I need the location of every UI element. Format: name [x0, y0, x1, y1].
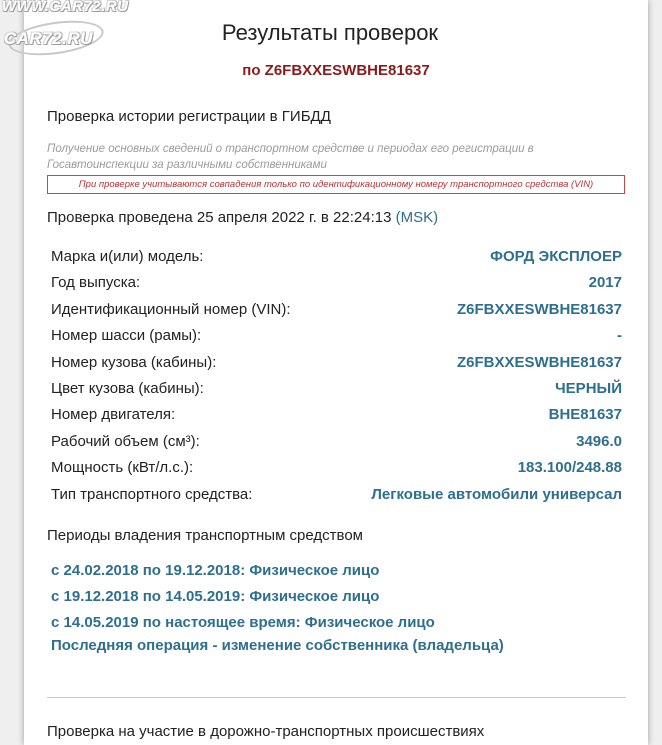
vehicle-row-year — [51, 274, 622, 298]
row-value: 183.100/248.88 — [517, 459, 622, 476]
vehicle-row-engine-number — [51, 406, 622, 430]
row-value: BHE81637 — [548, 406, 622, 423]
vehicle-row-displacement — [51, 433, 622, 457]
row-label: Тип транспортного средства: — [51, 486, 253, 503]
vehicle-row-type — [51, 486, 622, 510]
watermark-url: WWW.CAR72.RU — [2, 0, 129, 15]
row-value: 2017 — [588, 274, 622, 291]
registration-description: Получение основных сведений о транспортном средстве и периодах его регистрации в Госавтоинспекции за различными собственниками — [47, 143, 534, 171]
row-label: Номер кузова (кабины): — [51, 354, 217, 371]
check-timestamp — [47, 209, 438, 226]
vehicle-row-color — [51, 380, 622, 404]
vehicle-row-model — [51, 248, 622, 272]
watermark-logo: CAR72.RU — [4, 29, 94, 48]
timezone-label: (MSK) — [395, 209, 439, 226]
row-value: ЧЕРНЫЙ — [555, 380, 622, 397]
ownership-period: с 19.12.2018 по 14.05.2019: Физическое лицо — [51, 588, 380, 605]
row-label: Номер двигателя: — [51, 406, 176, 423]
last-operation: Последняя операция - изменение собственника (владельца) — [51, 637, 504, 654]
row-value: Z6FBXXESWBHE81637 — [456, 301, 622, 318]
row-value: - — [617, 327, 622, 344]
row-label: Рабочий объем (см³): — [51, 433, 200, 450]
row-label: Год выпуска: — [51, 274, 141, 291]
vehicle-row-chassis — [51, 327, 622, 351]
vin-subtitle: по Z6FBXXESWBHE81637 — [242, 62, 430, 79]
row-value: 3496.0 — [576, 433, 622, 450]
row-label: Цвет кузова (кабины): — [51, 380, 204, 397]
ownership-period: с 14.05.2019 по настоящее время: Физическое лицо — [51, 614, 435, 631]
vin-warning-notice: При проверке учитываются совпадения только по идентификационному номеру транспортного средства (VIN) — [47, 175, 625, 194]
vehicle-row-vin — [51, 301, 622, 325]
registration-section-title: Проверка истории регистрации в ГИБДД — [47, 108, 331, 125]
check-timestamp-text: Проверка проведена 25 апреля 2022 г. в 22:24:13 — [47, 209, 392, 226]
row-value: Z6FBXXESWBHE81637 — [456, 354, 622, 371]
vehicle-row-power — [51, 459, 622, 483]
row-label: Мощность (кВт/л.с.): — [51, 459, 194, 476]
row-label: Идентификационный номер (VIN): — [51, 301, 291, 318]
ownership-section-title: Периоды владения транспортным средством — [47, 527, 363, 544]
row-value: Легковые автомобили универсал — [371, 486, 622, 503]
accidents-section-title: Проверка на участие в дорожно-транспортных происшествиях — [47, 723, 485, 740]
row-label: Марка и(или) модель: — [51, 248, 204, 265]
row-label: Номер шасси (рамы): — [51, 327, 202, 344]
row-value: ФОРД ЭКСПЛОЕР — [490, 248, 622, 265]
page-title: Результаты проверок — [221, 20, 439, 45]
ownership-period: с 24.02.2018 по 19.12.2018: Физическое лицо — [51, 562, 380, 579]
section-divider — [47, 697, 626, 698]
vehicle-row-body-number — [51, 354, 622, 378]
